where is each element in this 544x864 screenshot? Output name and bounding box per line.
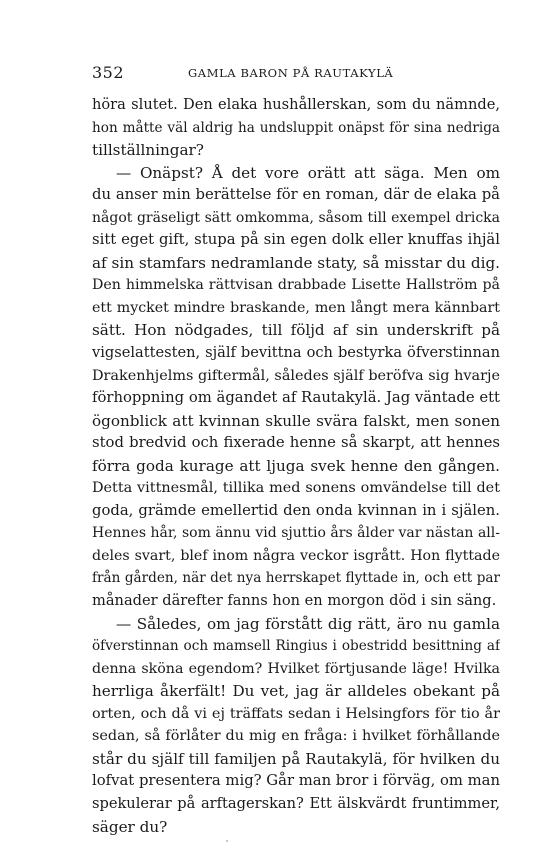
text-line: vigselattesten, själf bevittna och bestyrka öfverstinnan	[92, 344, 500, 362]
text-line: ögonblick att kvinnan skulle svära falskt, men sonen	[92, 411, 500, 430]
text-line: du anser min berättelse för en roman, där de elaka på	[92, 186, 500, 204]
paper-speck	[226, 840, 228, 842]
text-line: deles svart, blef inom några veckor isgrått. Hon flyttade	[92, 547, 500, 564]
text-line: från gården, när det nya herrskapet flyttade in, och ett par	[92, 570, 500, 587]
text-line: af sin stamfars nedramlande staty, så misstar du dig.	[92, 253, 500, 272]
text-line: Hennes hår, som ännu vid sjuttio års ålder var nästan all-	[92, 525, 500, 542]
text-line: sedan, så förlåter du mig en fråga: i hvilket förhållande	[92, 728, 500, 745]
running-head	[92, 63, 500, 87]
running-title: GAMLA BARON PÅ RAUTAKYLÄ	[188, 66, 394, 80]
text-line: Den himmelska rättvisan drabbade Lisette Hallström på	[92, 277, 500, 294]
text-line: står du själf till familjen på Rautakylä, för hvilken du	[92, 749, 500, 768]
text-line: Detta vittnesmål, tillika med sonens omvändelse till det	[92, 480, 500, 497]
text-line: ett mycket mindre braskande, men långt mera kännbart	[92, 299, 500, 316]
text-line: sätt. Hon nödgades, till följd af sin underskrift på	[92, 321, 500, 340]
text-line: öfverstinnan och mamsell Ringius i obestridd besittning af	[92, 638, 500, 655]
body-text	[92, 94, 500, 838]
text-line: månader därefter fanns hon en morgon död i sin säng.	[92, 592, 497, 610]
page-number: 352	[92, 63, 125, 82]
text-line: — Onäpst? Å det vore orätt att säga. Men om	[116, 163, 500, 182]
text-line: denna sköna egendom? Hvilket förtjusande läge! Hvilka	[92, 660, 500, 677]
text-line: säger du?	[92, 817, 168, 836]
text-line: Drakenhjelms giftermål, således själf beröfva sig hvarje	[92, 367, 500, 384]
text-line: något gräseligt sätt omkomma, såsom till exempel dricka	[92, 209, 500, 226]
text-line: herrliga åkerfält! Du vet, jag är alldeles obekant på	[92, 682, 500, 701]
text-line: förhoppning om ägandet af Rautakylä. Jag väntade ett	[92, 389, 500, 407]
text-line: tillställningar?	[92, 141, 204, 160]
text-line: goda, grämde emellertid den onda kvinnan in i själen.	[92, 501, 500, 519]
text-line: sitt eget gift, stupa på sin egen dolk eller knuffas ihjäl	[92, 231, 500, 249]
text-line: stod bredvid och fixerade henne så skarpt, att hennes	[92, 434, 500, 452]
text-line: hon måtte väl aldrig ha undsluppit onäpst för sina nedriga	[92, 119, 500, 136]
text-line: höra slutet. Den elaka hushållerskan, som du nämnde,	[92, 96, 500, 113]
text-line: orten, och då vi ej träffats sedan i Helsingfors för tio år	[92, 705, 500, 722]
text-line: lofvat presentera mig? Går man bror i förväg, om man	[92, 772, 500, 790]
text-line: — Således, om jag förstått dig rätt, äro nu gamla	[116, 614, 500, 633]
text-line: förra goda kurage att ljuga svek henne den gången.	[92, 456, 500, 475]
text-line: spekulerar på arftagerskan? Ett älskvärdt fruntimmer,	[92, 794, 500, 812]
